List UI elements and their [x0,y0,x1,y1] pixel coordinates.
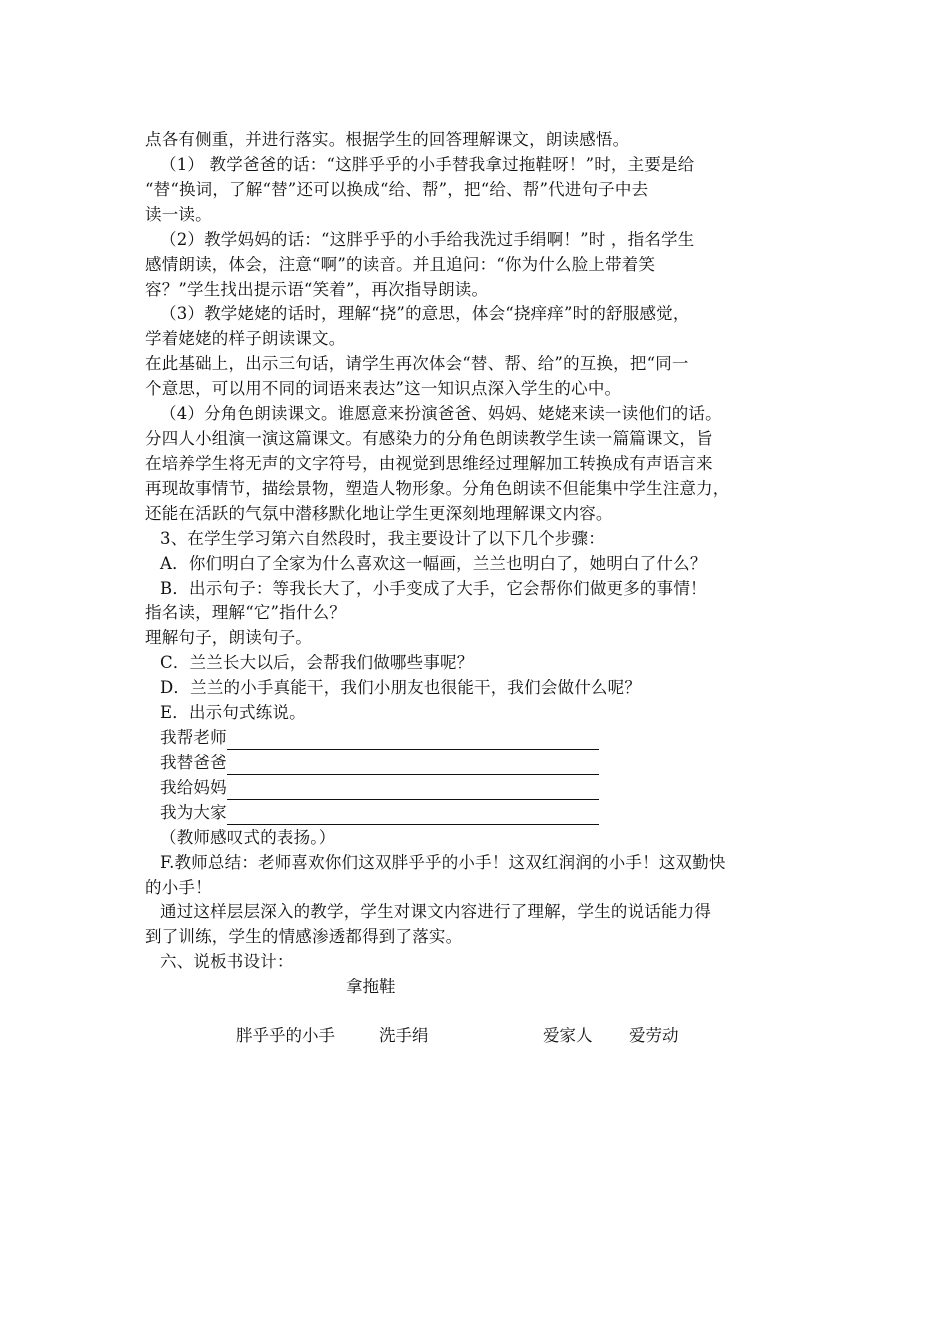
text-line: 3、在学生学习第六自然段时，我主要设计了以下几个步骤： [160,529,605,548]
fill-in-blank [227,731,599,750]
text-line: （2）教学妈妈的话：“这胖乎乎的小手给我洗过手绢啊！”时 ，指名学生 [160,230,695,249]
text-line: 在培养学生将无声的文字符号，由视觉到思维经过理解加工转换成有声语言来 [145,454,713,473]
text-line: 到了训练，学生的情感渗透都得到了落实。 [145,927,463,946]
text-line: 容？”学生找出提示语“笑着”，再次指导朗读。 [145,280,489,299]
text-line: （4）分角色朗读课文。谁愿意来扮演爸爸、妈妈、姥姥来读一读他们的话。 [160,404,722,423]
fill-in-blank [227,756,599,775]
text-line: 个意思，可以用不同的词语来表达”这一知识点深入学生的心中。 [145,379,622,398]
text-line: 感情朗读，体会，注意“啊”的读音。并且追问：“你为什么脸上带着笑 [145,255,656,274]
text-line: E．出示句式练说。 [160,703,306,722]
text-line: 理解句子，朗读句子。 [145,628,312,647]
text-line: 读一读。 [145,205,212,224]
text-line: （3）教学姥姥的话时，理解“挠”的意思，体会“挠痒痒”时的舒服感觉， [160,304,690,323]
practice-line [160,726,599,750]
text-line: F.教师总结：老师喜欢你们这双胖乎乎的小手！这双红润润的小手！这双勤快 [160,853,726,872]
text-line: 点各有侧重，并进行落实。根据学生的回答理解课文，朗读感悟。 [145,130,630,149]
board-item-right: 爱家人 [543,1026,593,1045]
board-item-top: 拿拖鞋 [346,977,396,996]
board-item-right: 爱劳动 [629,1026,679,1045]
text-line: 指名读，理解“它”指什么？ [145,603,346,622]
practice-prompt: 我帮老师 [160,728,227,747]
fill-in-blank [227,806,599,825]
text-line: （1） 教学爸爸的话：“这胖乎乎的小手替我拿过拖鞋呀！”时，主要是给 [160,155,695,174]
text-line: 分四人小组演一演这篇课文。有感染力的分角色朗读教学生读一篇篇课文，旨 [145,429,713,448]
practice-line [160,751,599,775]
text-line: （教师感叹式的表扬。） [160,828,336,847]
text-line: A．你们明白了全家为什么喜欢这一幅画，兰兰也明白了，她明白了什么？ [160,554,707,573]
text-line: D．兰兰的小手真能干，我们小朋友也很能干，我们会做什么呢？ [160,678,642,697]
board-item-left: 洗手绢 [379,1026,429,1045]
text-line: 在此基础上，出示三句话，请学生再次体会“替、帮、给”的互换，把“同一 [145,354,689,373]
text-line: 学着姥姥的样子朗读课文。 [145,329,346,348]
practice-prompt: 我给妈妈 [160,778,227,797]
section-heading: 六、说板书设计： [160,952,294,971]
text-line: 再现故事情节，描绘景物，塑造人物形象。分角色朗读不但能集中学生注意力， [145,479,730,498]
practice-prompt: 我替爸爸 [160,753,227,772]
text-line: “替“换词，了解“替”还可以换成“给、帮”，把“给、帮”代进句子中去 [145,180,649,199]
text-line: B．出示句子：等我长大了，小手变成了大手，它会帮你们做更多的事情！ [160,579,707,598]
board-item-left: 胖乎乎的小手 [236,1026,335,1045]
practice-line [160,801,599,825]
text-line: 的小手！ [145,878,212,897]
text-line: 通过这样层层深入的教学，学生对课文内容进行了理解，学生的说话能力得 [160,902,712,921]
text-line: C．兰兰长大以后，会帮我们做哪些事呢？ [160,653,474,672]
text-line: 还能在活跃的气氛中潜移默化地让学生更深刻地理解课文内容。 [145,504,613,523]
practice-line [160,776,599,800]
practice-prompt: 我为大家 [160,803,227,822]
fill-in-blank [227,781,599,800]
